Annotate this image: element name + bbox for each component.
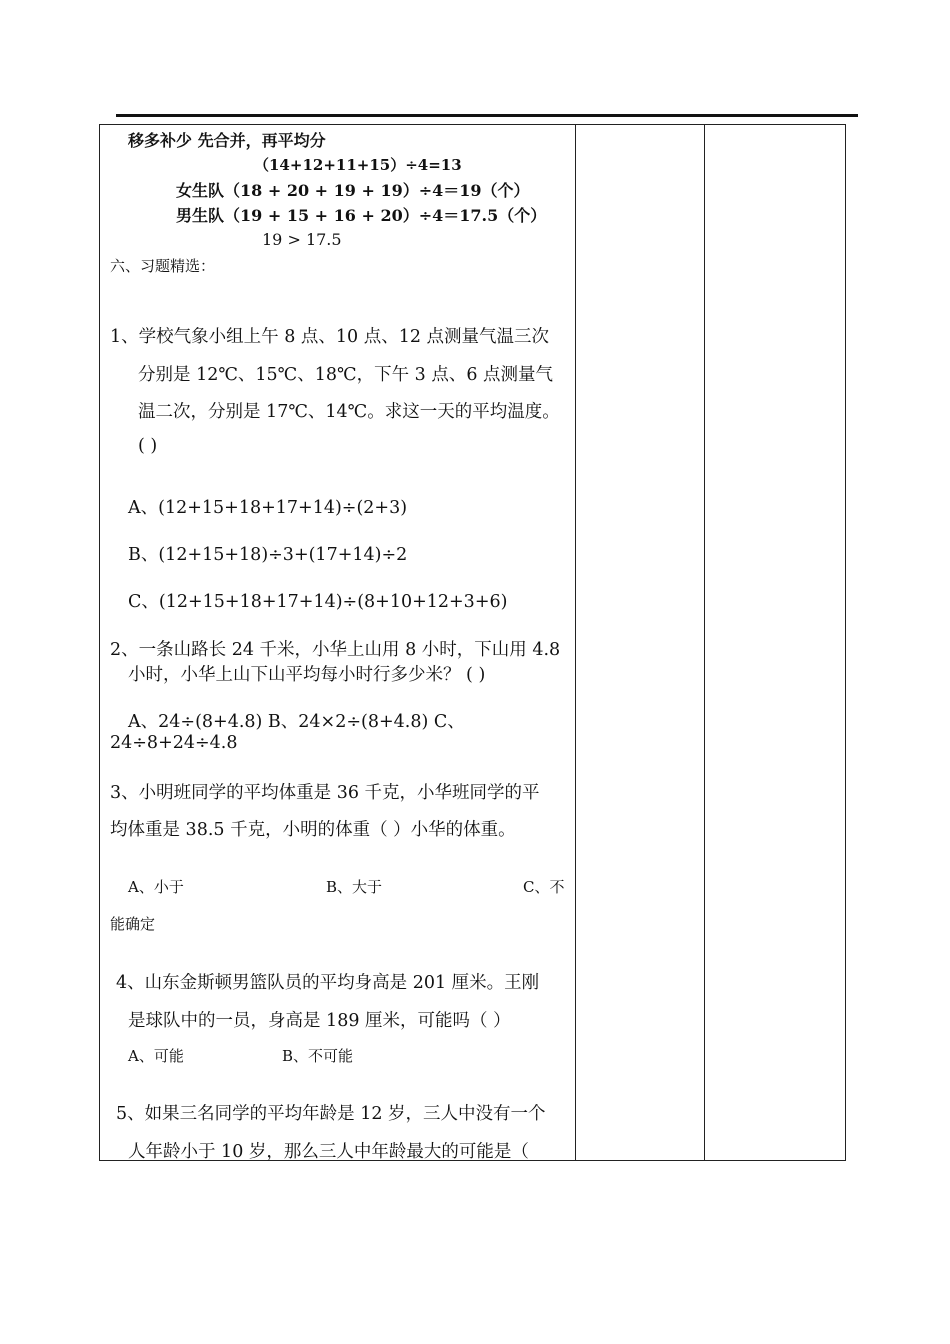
question-2-option-c: 24÷8+24÷4.8: [110, 733, 238, 753]
question-1-line-3: 温二次，分别是 17℃、14℃。求这一天的平均温度。: [138, 402, 560, 422]
question-2-options: A、24÷(8+4.8) B、24×2÷(8+4.8) C、: [128, 712, 465, 732]
girls-team-calc: 女生队（18 + 20 + 19 + 19）÷4＝19（个）: [176, 181, 530, 200]
question-1-option-b: B、(12+15+18)÷3+(17+14)÷2: [128, 545, 408, 565]
question-4-option-b: B、不可能: [282, 1047, 354, 1065]
question-3-option-c-cont: 能确定: [110, 915, 156, 933]
question-2-line-1: 2、一条山路长 24 千米，小华上山用 8 小时，下山用 4.8: [110, 640, 561, 660]
boys-team-calc: 男生队（19 + 15 + 16 + 20）÷4＝17.5（个）: [176, 206, 547, 225]
question-3-option-a: A、小于: [128, 878, 184, 896]
column-divider-2: [704, 125, 705, 1160]
question-3-line-1: 3、小明班同学的平均体重是 36 千克，小华班同学的平: [110, 783, 540, 803]
question-1-line-2: 分别是 12℃、15℃、18℃，下午 3 点、6 点测量气: [138, 365, 554, 385]
question-3-line-2: 均体重是 38.5 千克，小明的体重（ ）小华的体重。: [110, 820, 516, 840]
question-5-line-1: 5、如果三名同学的平均年龄是 12 岁，三人中没有一个: [116, 1104, 546, 1124]
comparison: 19 > 17.5: [262, 230, 342, 249]
question-1-option-a: A、(12+15+18+17+14)÷(2+3): [128, 498, 408, 518]
question-4-line-2: 是球队中的一员，身高是 189 厘米，可能吗（ ）: [128, 1011, 511, 1031]
question-3-option-b: B、大于: [326, 878, 383, 896]
header-rule: [116, 114, 858, 117]
column-divider-1: [575, 125, 576, 1160]
question-3-option-c: C、不: [523, 878, 565, 896]
section-title: 六、习题精选：: [110, 257, 216, 275]
question-4-line-1: 4、山东金斯顿男篮队员的平均身高是 201 厘米。王刚: [116, 973, 540, 993]
question-4-option-a: A、可能: [128, 1047, 184, 1065]
question-1-line-1: 1、学校气象小组上午 8 点、10 点、12 点测量气温三次: [110, 327, 550, 347]
question-2-line-2: 小时，小华上山下山平均每小时行多少米？ ( ): [128, 665, 486, 685]
question-1-option-c: C、(12+15+18+17+14)÷(8+10+12+3+6): [128, 592, 508, 612]
question-1-answer-blank: ( ): [138, 436, 158, 456]
tips-line: 移多补少 先合并，再平均分: [128, 131, 326, 150]
question-5-line-2: 人年龄小于 10 岁，那么三人中年龄最大的可能是（: [128, 1142, 529, 1162]
average-formula: （14+12+11+15）÷4=13: [254, 156, 462, 174]
